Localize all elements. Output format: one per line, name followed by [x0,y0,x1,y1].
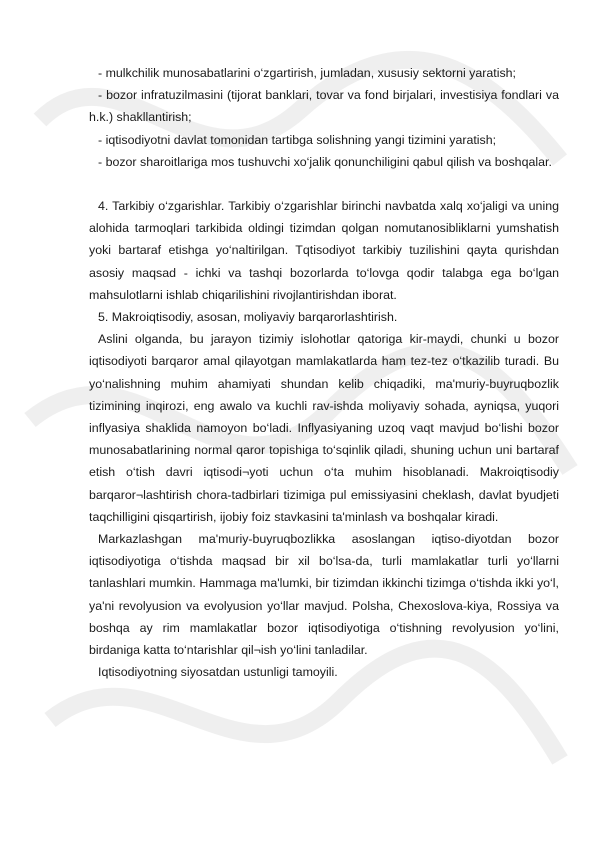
document-body [89,62,559,683]
paragraph-transition-paths: Markazlashgan ma'muriy-buyruqbozlikka asoslangan iqtiso-diyotdan bozor iqtisodiyotiga o‘tishda maqsad bir xil bo‘lsa-da, turli mamlakatlar turli yo‘llarni tanlashlari mumkin. Hammaga ma'lumki, bir tizimdan ikkinchi tizimga o‘tishda ikki yo‘l, ya'ni revolyusion va evolyusion yo‘llar mavjud. Polsha, Chexoslova-kiya, Rossiya va boshqa ay rim mamlakatlar bozor iqtisodiyotiga o‘tishning revolyusion yo‘lini, birdaniga katta to‘ntarishlar qil¬ish yo‘lini tanladilar. [89,532,559,658]
paragraph-economy-priority: Iqtisodiyotning siyosatdan ustunligi tamoyili. [98,665,338,680]
paragraph-market-infrastructure: - bozor infratuzilmasini (tijorat banklari, tovar va fond birjalari, investisiya fondlari va h.k.) shakllantirish; [89,88,559,125]
paragraph-spacer [89,173,559,195]
paragraph-property-relations: - mulkchilik munosabatlarini o‘zgartirish, jumladan, xususiy sektorni yaratish; [98,66,517,80]
paragraph-inflation: Aslini olganda, bu jarayon tizimiy islohotlar qatoriga kir-maydi, chunki u bozor iqtisodiyoti barqaror amal qilayotgan mamlakatlarda ham tez-tez o‘tkazilib turadi. Bu yo‘nalishning muhim ahamiyati shundan kelib chiqadiki, ma'muriy-buyruqbozlik tizimining inqirozi, eng awalo va kuchli rav-ishda moliyaviy sohada, ayniqsa, yuqori inflyasiya shaklida namoyon bo‘ladi. Inflyasiyaning uzoq vaqt mavjud bo‘lishi bozor munosabatlarining normal qaror topishiga to‘sqinlik qiladi, shuning uchun uni bartaraf etish o‘tish davri iqtisodi¬yoti uchun o‘ta muhim hisoblanadi. Makroiqtisodiy barqaror¬lashtirish chora-tadbirlari tizimiga pul emissiyasini cheklash, davlat byudjeti taqchilligini qisqartirish, ijobiy foiz stavkasini ta'minlash va boshqalar kiradi. [89,332,559,524]
paragraph-macro-stabilization-heading: 5. Makroiqtisodiy, asosan, moliyaviy barqarorlashtirish. [98,310,398,325]
paragraph-state-regulation: - iqtisodiyotni davlat tomonidan tartibga solishning yangi tizimini yaratish; [98,132,497,147]
paragraph-structural-changes: 4. Tarkibiy o‘zgarishlar. Tarkibiy o‘zgarishlar birinchi navbatda xalq xo‘jaligi va uning alohida tarmoqlari tarkibida oldingi tizimdan qolgan nomutanosibliklarni yumshatish yoki bartaraf etishga yo‘naltirilgan. Tqtisodiyot tarkibiy tuzilishini qayta qurishdan asosiy maqsad - ichki va tashqi bozorlarda to‘lovga qodir talabga ega bo‘lgan mahsulotlarni ishlab chiqarilishini rivojlantirishdan iborat. [89,199,559,302]
paragraph-legislation: - bozor sharoitlariga mos tushuvchi xo‘jalik qonunchiligini qabul qilish va boshqalar. [98,154,552,169]
